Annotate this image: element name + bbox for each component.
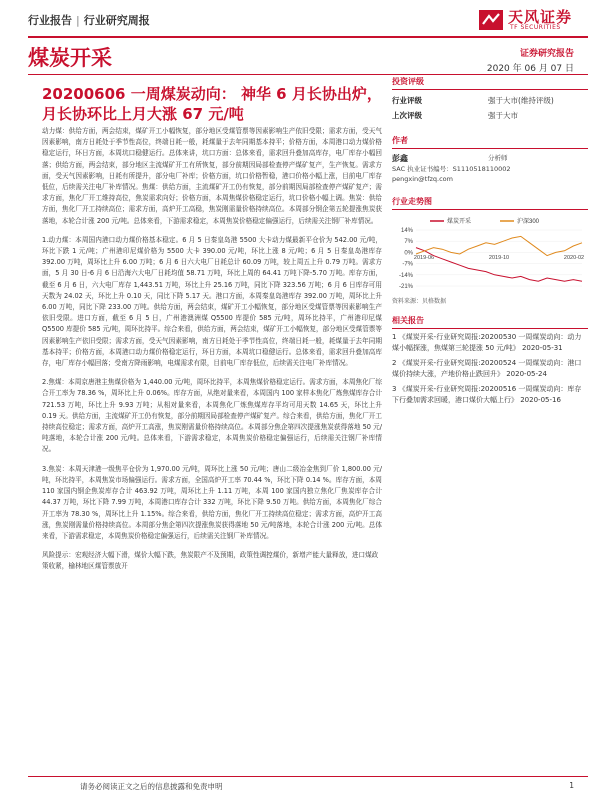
y-tick-label: -7% [402,261,413,268]
author-section-title: 作者 [392,135,588,149]
paragraph-coking-coal: 2.焦煤：本周京唐港主焦煤价格为 1,440.00 元/吨，周环比持平，本周焦煤价格稳定运行。需求方面，本周焦化厂综合开工率为 78.36 %，周环比上升 0.06%。库存方面，从绝对量来看，本周国内 100 家样本焦化厂炼焦煤库存合计 721.53 万吨，环比上升 9.93 万吨；从相对量来看，本周焦化厂炼焦煤库存平均可用天数 14.65 天，环比上升 0.19 天。供给方面，主流煤矿开工仍有恢复，部分前期因局部检查停产煤矿复产。综合来看，供给方面，焦化厂开工持续高位稳定；需求方面，高炉开工高涨，焦炭刚需量价格持续高位。本周部分焦企第四次提涨焦炭获得落地 50 元/吨落地，本轮合计涨 200 元/吨。总体来看，下游需求稳定，本周焦炭价格稳定偏强运行，后续需关注钢厂补库情况。 [42,378,382,454]
brand-mark-icon [478,8,504,32]
brand-logo [478,4,588,34]
report-date: 2020 年 06 月 07 日 [486,64,574,74]
industry-rating-label: 行业评级 [392,96,422,105]
prev-rating-label: 上次评级 [392,111,422,120]
series-line-2 [416,236,582,255]
author-block [392,153,588,184]
sidebar [392,76,588,410]
sector-title: 煤炭开采 [28,46,112,70]
trend-section-title: 行业走势图 [392,196,588,210]
abstract: 动力煤：供给方面，两会结束，煤矿开工小幅恢复，部分地区受煤管票等因素影响生产依旧受限；需求方面，受天气因素影响，南方日耗处于季节性高位，终端日耗一般，耗煤量于去年同期基本持平；价格方面，本周港口动力煤价格稳定运行，环日方面，本周坑口稳健运行。总体来讲，坑口方面：总体来看，需求回升叠加高库存，电厂库存小幅回落；供给方面，两会结束，部分地区主流煤矿开工有所恢复，部分前期因局部检查停产煤矿复产，生产恢复。需求方面，受天气因素影响，日耗有所提升，部分电厂补库；价格方面，坑口价格暂稳，港口价格小幅上涨，目前电厂库存低位，后续需关注电厂补库情况。焦煤：供给方面，主流煤矿开工仍有恢复，部分前期因局部检查停产煤矿复产；需求方面，焦化厂开工维持高位，焦炭需求向好；价格方面，本周焦煤价格稳定运行，坑口价格小幅上调。焦炭：供给方面，焦化厂开工持续高位；需求方面，高炉开工高稳，焦炭刚需量价格持续高位。本周部分钢企第五轮提涨焦炭获落地，本轮合计涨 200 元/吨。总体来看，下游需求稳定，本周焦炭价格稳定偏强运行，后续需关注钢厂补库情况。 [42,127,382,225]
x-tick-label: 2020-02 [563,255,585,262]
legend-label: 沪深300 [517,219,540,225]
industry-rating-row [392,93,588,108]
brand-sub: TF SECURITIES [510,24,561,31]
y-tick-label: 7% [404,239,413,246]
report-type: 证券研究报告 [519,49,574,59]
author-email[interactable]: pengxin@tfzq.com [392,175,453,183]
brand-name: 天风证券 [508,8,573,26]
x-tick-label: 2019-06 [413,255,435,262]
report-category: 行业报告 | 行业研究周报 [28,14,150,27]
title-rule [28,74,588,75]
footer-disclaimer: 请务必阅读正文之后的信息披露和免责申明 [80,782,223,791]
related-report-3[interactable]: 3 《煤炭开采-行业研究周报:20200516 一周煤炭动向：库存下行叠加需求回暖，港口煤价大幅上行》 2020-05-16 [392,385,582,404]
prev-rating-value: 强于大市 [488,111,518,120]
trend-chart-svg [392,214,588,292]
report-title: 20200606 一周煤炭动向： 神华 6 月长协出炉，月长协环比上月大涨 67 元/吨 [42,85,382,123]
trend-chart [392,214,588,294]
main-column [42,126,382,573]
page-number: 1 [569,781,574,790]
related-section-title: 相关报告 [392,315,588,329]
author-name: 彭鑫 [392,154,408,163]
author-role: 分析师 [488,154,508,162]
prev-rating-row [392,108,588,123]
y-tick-label: 14% [400,228,413,234]
header-rule [28,36,588,38]
related-report-1[interactable]: 1 《煤炭开采-行业研究周报:20200530 一周煤炭动向：动力煤小幅探涨，焦煤第三轮提涨 50 元/吨》 2020-05-31 [392,333,582,352]
author-cert: SAC 执业证书编号：S1110518110002 [392,165,511,173]
y-tick-label: -21% [398,284,413,290]
legend-label: 煤炭开采 [447,219,472,225]
chart-source: 资料来源：贝格数据 [392,298,447,305]
y-tick-label: 0% [404,250,413,257]
paragraph-coke: 3.焦炭：本周天津港一级焦平仓价为 1,970.00 元/吨，周环比上涨 50 元/吨；唐山二级冶金焦到厂价 1,800.00 元/吨，环比持平，本周焦炭市场偏强运行。需求方面，全国高炉开工率 70.44 %，环比下降 0.14 %。库存方面，本周 110 家国内钢企焦炭库存合计 463.92 万吨，周环比上升 1.11 万吨，本周 100 家国内独立焦化厂焦炭库存合计 44.37 万吨，环比下降 7.99 万吨，本周港口库存合计 332 万吨，环比下降 9.50 万吨。供给方面，本周焦化厂综合开工率为 78.30 %，周环比上升 1.15%。综合来看，供给方面，焦化厂开工持续高位稳定；需求方面，高炉开工高涨，焦炭刚需量价格持续高位。本周部分焦企第四次提涨焦炭获得落地 50 元/吨落地，本轮合计涨 200 元/吨。总体来看，下游需求稳定，本周焦炭价格稳定偏强运行，后续需关注钢厂补库情况。 [42,464,382,540]
x-tick-label: 2019-10 [488,255,510,262]
related-report-2[interactable]: 2 《煤炭开采-行业研究周报:20200524 一周煤炭动向：港口煤价持续大涨，产地价格止跌回升》 2020-05-24 [392,359,582,378]
rating-section-title: 投资评级 [392,76,588,90]
paragraph-thermal-coal: 1.动力煤：本周国内港口动力煤价格基本稳定。6 月 5 日秦皇岛港 5500 大卡动力煤最新平仓价为 542.00 元/吨，环比下跌 1 元/吨；广州港印尼煤价格为 5500 大卡 390.00 元/吨，环比上涨 8 元/吨；6 月 5 日秦皇岛港库存 392.00 万吨，周环比上升 6.00 万吨；6 月 6 日六大电厂日耗总计 60.09 万吨，较上周五上升 0.79 万吨。需求方面，5 月 30 日-6 月 6 日沿海六大电厂日耗均值 58.71 万吨，环比上周的 64.41 万吨下降-5.70 万吨。库存方面，截至 6 月 6 日，六大电厂库存 1,443.51 万吨，环比上升 25.16 万吨，同比下降 323.56 万吨；6 月 6 日库存可用天数为 24.02 天，环比上升 0.10 天，同比下降 5.17 天。港口方面，本周秦皇岛港库存 392.00 万吨，周环比上升 6.00 万吨，同比下降 233.00 万吨。供给方面，两会结束，煤矿开工小幅恢复，部分地区受煤管票等因素影响生产依旧受限。进口方面，截至 6 月 5 日，广州港澳洲煤 Q5500 库提价 585 元/吨，周环比持平，广州港印尼煤 Q5500 库提价 585 元/吨，周环比持平。综合来看，供给方面，两会结束，煤矿开工小幅恢复，部分地区受煤管票等因素影响生产依旧受限；需求方面，受天气因素影响，南方日耗处于季节性高位，终端日耗一般，耗煤量于去年同期基本持平；价格方面，本周港口动力煤价格稳定运行，环日方面，本周坑口稳健运行。总体来看，需求回升叠加高库存，电厂库存小幅回落；受南方降雨影响，电煤需求有限，目前电厂库存低位，后续需关注电厂补库情况。 [42,235,382,368]
y-tick-label: -14% [398,272,413,279]
footer-rule [28,776,588,777]
industry-rating-value: 强于大市(维持评级) [488,96,554,105]
risk-warning: 风险提示：宏观经济大幅下滑，煤价大幅下跌，焦炭限产不及预期，政策性调控煤价，新增产能大量释放，进口煤政策收紧，榆林地区煤管票放开 [42,551,379,571]
